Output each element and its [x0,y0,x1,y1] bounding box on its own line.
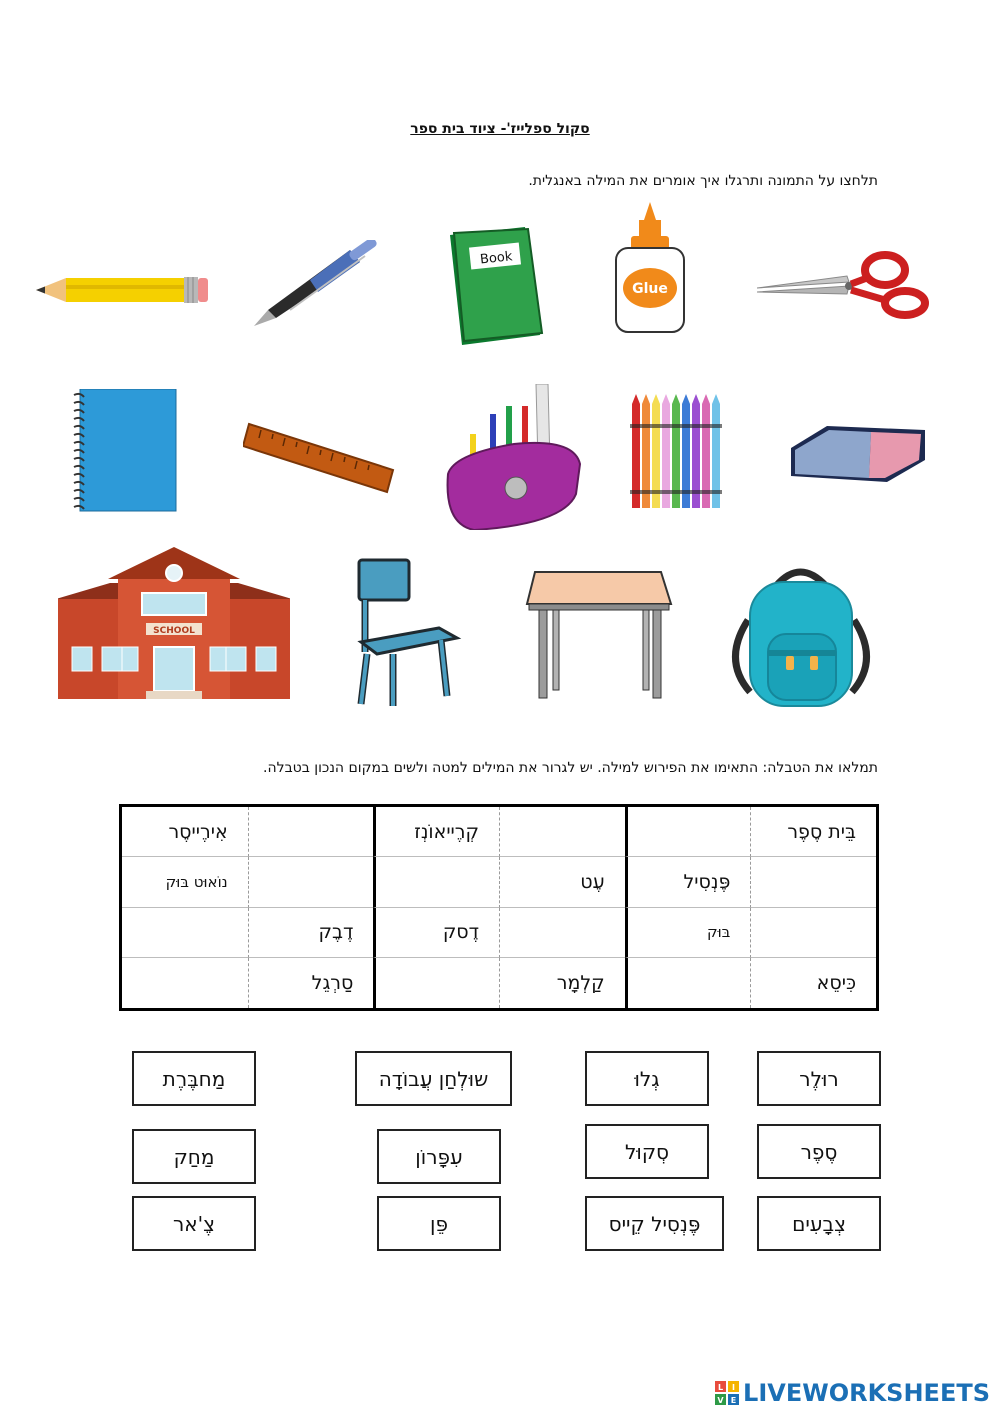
pen-picture[interactable] [250,240,390,330]
desk-picture[interactable] [525,570,673,702]
pictures-instruction: תלחצו על התמונה ותרגלו איך אומרים את המילה באנגלית. [528,173,878,189]
table-drop-cell[interactable] [625,958,751,1008]
table-cell: עֶט [499,857,625,907]
word-bank-item[interactable]: פֶּנְסִיל קֵייס [585,1196,724,1251]
liveworksheets-logo-icon [715,1381,739,1405]
table-cell: אִירֶייסֶר [122,807,248,857]
pencil-case-picture[interactable] [444,384,584,530]
table-drop-cell[interactable] [499,807,625,857]
word-bank-item[interactable]: סְקוּל [585,1124,709,1179]
table-cell: קַלְמָר [499,958,625,1008]
table-drop-cell[interactable] [750,908,876,958]
crayons-picture[interactable] [630,394,730,510]
table-cell: נוֹאוּט בּוּק [122,857,248,907]
backpack-picture[interactable] [728,564,874,708]
table-drop-cell[interactable] [122,908,248,958]
svg-text:E: E [730,1396,737,1405]
book-label: Book [479,249,514,268]
notebook-picture[interactable] [72,389,178,513]
word-bank-item[interactable]: שוּלְחַן עֲבוֹדָה [355,1051,512,1106]
liveworksheets-brand[interactable] [715,1377,990,1409]
table-drop-cell[interactable] [625,807,751,857]
table-drop-cell[interactable] [248,807,374,857]
table-drop-cell[interactable] [750,857,876,907]
word-bank-item[interactable]: סֶפֶר [757,1124,881,1179]
matching-table [119,804,879,1011]
table-cell: קְרֶייאוֹנְז [373,807,499,857]
table-cell: כִּיסֵא [750,958,876,1008]
brand-name: LIVEWORKSHEETS [743,1379,990,1407]
table-instruction: תמלאו את הטבלה: התאימו את הפירוש למילה. יש לגרור את המילים למטה ולשים במקום הנכון בטבלה. [263,760,878,776]
table-drop-cell[interactable] [373,857,499,907]
word-bank-item[interactable]: גְלוּ [585,1051,709,1106]
svg-text:L: L [717,1383,724,1392]
table-cell: פֶּנְסִיל [625,857,751,907]
school-label: SCHOOL [153,626,195,636]
eraser-picture[interactable] [787,420,929,486]
word-bank-item[interactable]: פֵּן [377,1196,501,1251]
svg-text:V: V [717,1396,724,1405]
ruler-picture[interactable] [243,420,395,496]
table-cell: דֶבֶק [248,908,374,958]
word-bank-item[interactable]: מַחבֶּרֶת [132,1051,256,1106]
table-drop-cell[interactable] [499,908,625,958]
worksheet-title: סקול ספלייז'- ציוד בית ספר [410,121,590,137]
school-picture[interactable] [58,547,290,699]
word-bank-item[interactable]: עִפָּרוֹן [377,1129,501,1184]
pencil-picture[interactable] [36,272,211,308]
table-cell: בֵּית סֶפֶר [750,807,876,857]
book-picture[interactable] [450,227,545,347]
glue-picture[interactable] [613,202,688,334]
table-cell: דֶסק [373,908,499,958]
table-drop-cell[interactable] [122,958,248,1008]
word-bank-item[interactable]: צְבָעִים [757,1196,881,1251]
word-bank-item[interactable]: צֶ'אר [132,1196,256,1251]
svg-text:I: I [732,1383,736,1392]
chair-picture[interactable] [353,558,463,708]
word-bank-item[interactable]: רוּלֶר [757,1051,881,1106]
glue-label: Glue [632,281,668,297]
table-drop-cell[interactable] [373,958,499,1008]
scissors-picture[interactable] [757,248,929,322]
table-drop-cell[interactable] [248,857,374,907]
word-bank-item[interactable]: מַחַק [132,1129,256,1184]
table-cell: סַרְגֵל [248,958,374,1008]
table-cell: בּוּק [625,908,751,958]
